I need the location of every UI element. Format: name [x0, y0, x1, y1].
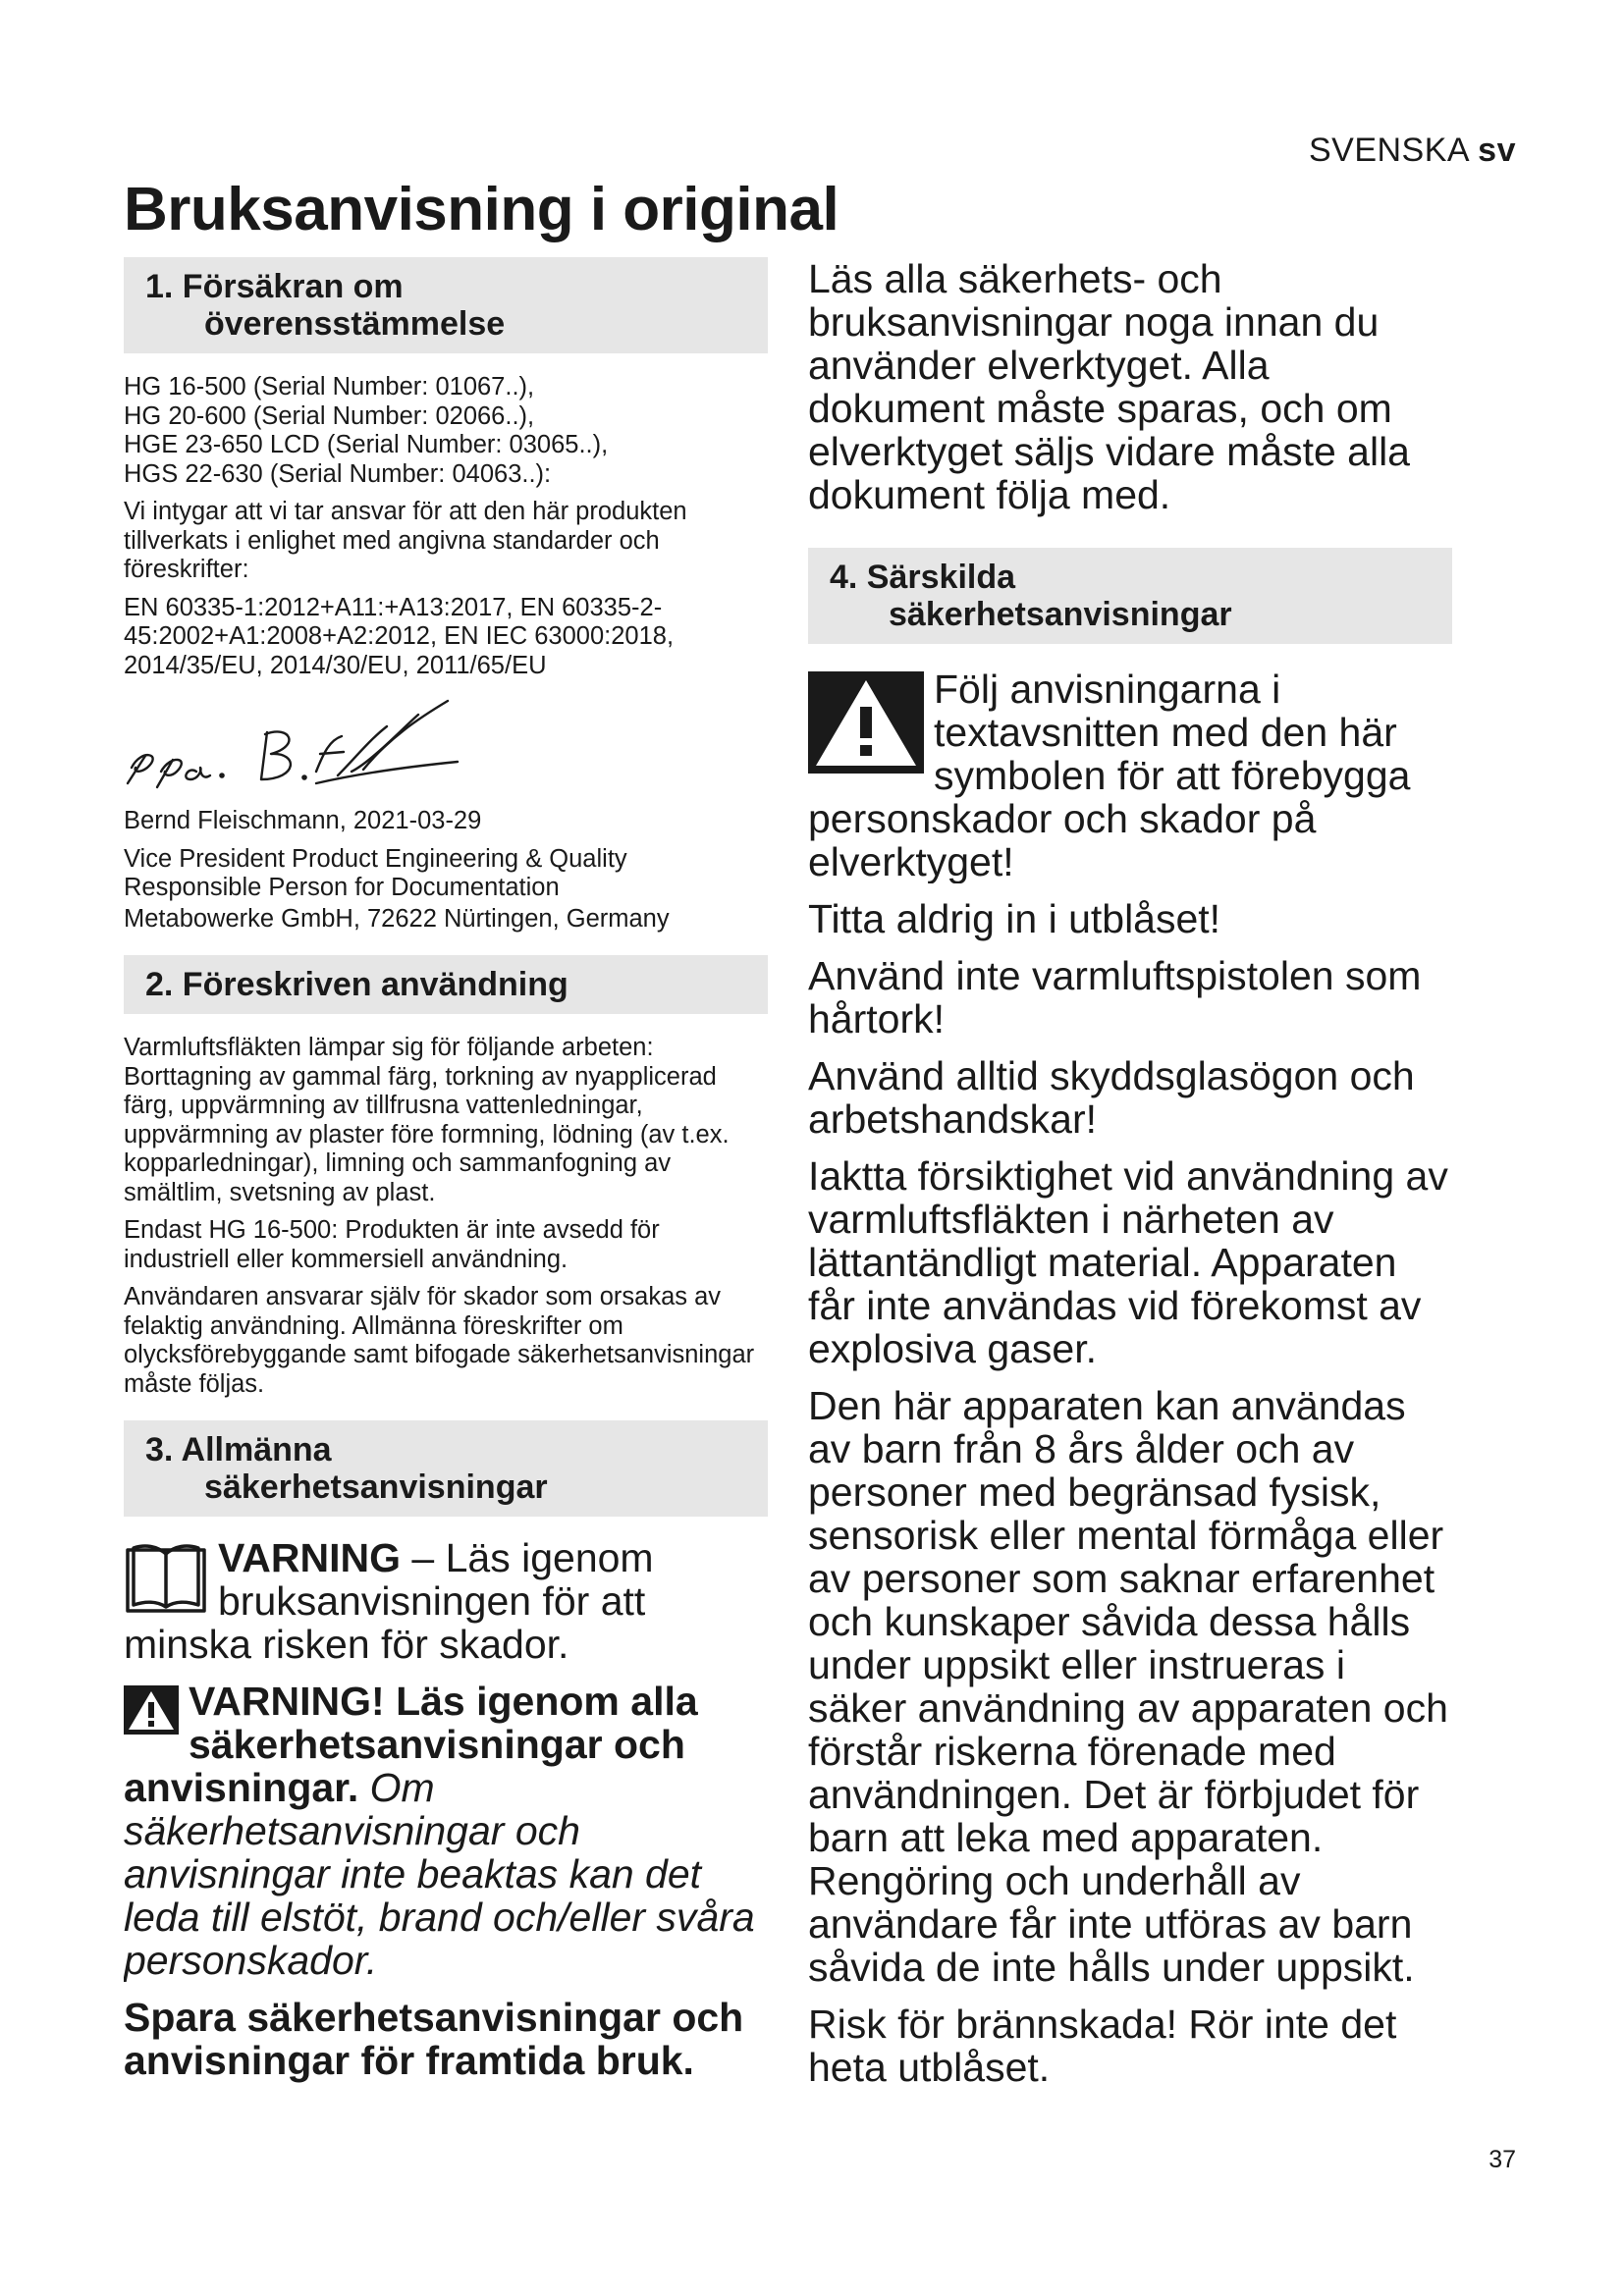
section-heading-line: 2. Föreskriven användning — [145, 966, 568, 1003]
language-code: sv — [1478, 132, 1516, 169]
symbol-warning-text: Följ anvisningarna i textavsnitten med den här symbolen för att förebygga personskador och skador på elverktyget! — [808, 667, 1411, 883]
book-icon — [124, 1540, 208, 1615]
safety-text: Iaktta försiktighet vid användning av varmluftsfläkten i närheten av lättantändligt material. Apparaten får inte användas vid förekomst av explosiva gaser. — [808, 1153, 1448, 1371]
section-heading-line: 1. Försäkran om — [145, 268, 404, 305]
model-line: HGS 22-630 (Serial Number: 04063..): — [124, 459, 552, 488]
signer-name: Bernd Fleischmann, 2021-03-29 — [124, 807, 482, 834]
right-column — [808, 257, 1452, 2103]
model-line: HGE 23-650 LCD (Serial Number: 03065..), — [124, 431, 609, 458]
model-list — [124, 373, 768, 489]
safety-text: Använd alltid skyddsglasögon och arbetshandskar! — [808, 1053, 1415, 1142]
section-heading-declaration — [124, 257, 768, 353]
manual-warning — [124, 1536, 768, 1666]
language-name: SVENSKA — [1308, 132, 1469, 169]
role-line: Vice President Product Engineering & Quality — [124, 844, 627, 873]
section-heading-special-safety — [808, 548, 1452, 644]
symbol-warning — [808, 667, 1452, 883]
save-instructions: Spara säkerhetsanvisningar och anvisningar för framtida bruk. — [124, 1995, 744, 2083]
declaration-text: Vi intygar att vi tar ansvar för att den här produkten tillverkats i enlighet med angivna standarder och föreskrifter: — [124, 498, 687, 583]
safety-text: Den här apparaten kan användas av barn från 8 års ålder och av personer med begränsad fysisk, sensorisk eller mental förmåga eller av personer som saknar erfarenhet och kunskaper såvida dessa hålls under uppsikt eller instrueras i säker användning av apparaten och förstår riskerna förenade med användningen. Det är förbjudet för barn att leka med apparaten. Rengöring och underhåll av användare får inte utföras av barn såvida de inte hålls under uppsikt. — [808, 1383, 1448, 1990]
section-heading-line: 3. Allmänna — [145, 1431, 332, 1468]
safety-warning — [124, 1680, 768, 1982]
model-line: HG 20-600 (Serial Number: 02066..), — [124, 401, 535, 430]
company-address: Metabowerke GmbH, 72622 Nürtingen, Germany — [124, 904, 670, 933]
signature — [124, 689, 768, 803]
section-heading-intended-use — [124, 955, 768, 1014]
liability-text: Användaren ansvarar själv för skador som orsakas av felaktig användning. Allmänna föreskrifter om olycksförebyggande samt bifogade säkerhetsanvisningar måste följas. — [124, 1283, 755, 1398]
section-heading-line: överensstämmelse — [204, 305, 506, 343]
warning-text: – Läs igenom bruksanvisningen för att minska risken för skador. — [124, 1536, 654, 1666]
standards-text: EN 60335-1:2012+A11:+A13:2017, EN 60335-2-45:2002+A1:2008+A2:2012, EN IEC 63000:2018, 2014/35/EU, 2014/30/EU, 2011/65/EU — [124, 593, 675, 679]
warning-label: VARNING — [218, 1536, 402, 1580]
safety-text: Titta aldrig in i utblåset! — [808, 896, 1221, 941]
page-title: Bruksanvisning i original — [124, 176, 839, 243]
intro-text: Läs alla säkerhets- och bruksanvisningar noga innan du använder elverktyget. Alla dokument måste sparas, och om elverktyget säljs vidare måste alla dokument följa med. — [808, 256, 1410, 517]
section-heading-line: säkerhetsanvisningar — [204, 1468, 548, 1506]
section-heading-line: säkerhetsanvisningar — [889, 596, 1232, 633]
safety-text: Risk för brännskada! Rör inte det heta utblåset. — [808, 2002, 1397, 2090]
page-number: 37 — [1489, 2146, 1516, 2173]
warning-bold-text: VARNING! Läs igenom alla säkerhetsanvisningar och anvisningar. — [124, 1680, 698, 1810]
section-heading-line: 4. Särskilda — [830, 559, 1016, 596]
safety-text: Använd inte varmluftspistolen som hårtork! — [808, 953, 1422, 1041]
signer-role — [124, 845, 768, 903]
role-line: Responsible Person for Documentation — [124, 874, 560, 901]
intended-use-text: Varmluftsfläkten lämpar sig för följande arbeten: Borttagning av gammal färg, torkning av nyapplicerad färg, uppvärmning av tillfrusna vattenledningar, uppvärmning av plaster före formning, lödning (av t.ex. kopparledningar), limning och sammanfogning av smältlim, svetsning av plast. — [124, 1034, 730, 1206]
warning-triangle-large-icon — [808, 671, 924, 774]
intended-use-note: Endast HG 16-500: Produkten är inte avsedd för industriell eller kommersiell användning. — [124, 1216, 660, 1273]
language-label — [1309, 132, 1516, 170]
model-line: HG 16-500 (Serial Number: 01067..), — [124, 373, 535, 400]
signature-icon — [124, 689, 497, 803]
warning-triangle-icon — [124, 1685, 179, 1735]
warning-italic-text: Om säkerhetsanvisningar och anvisningar inte beaktas kan det leda till elstöt, brand och/eller svåra personskador. — [124, 1765, 755, 1982]
left-column — [124, 257, 768, 2082]
section-heading-general-safety — [124, 1420, 768, 1517]
